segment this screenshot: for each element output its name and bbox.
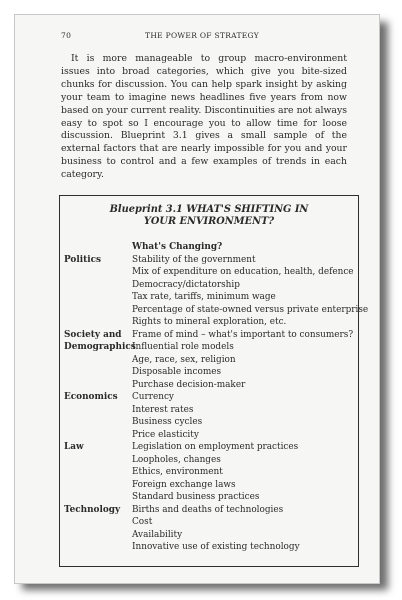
- table-row: [60, 366, 358, 379]
- running-title: THE POWER OF STRATEGY: [145, 31, 259, 40]
- list-item: Business cycles: [132, 417, 203, 427]
- list-item: Ethics, environment: [132, 467, 223, 477]
- list-item: Purchase decision-maker: [132, 379, 246, 390]
- list-item: Mix of expenditure on education, health, defence: [132, 267, 354, 277]
- table-row: [60, 441, 358, 454]
- table-row: [60, 541, 358, 554]
- table-row: [60, 266, 358, 279]
- list-item: Legislation on employment practices: [132, 442, 299, 452]
- table-row: [60, 429, 358, 442]
- list-item: Age, race, sex, religion: [132, 354, 236, 365]
- blueprint-title: [60, 204, 358, 228]
- table-row: [60, 491, 358, 504]
- list-item: Standard business practices: [132, 492, 260, 502]
- list-item: Innovative use of existing technology: [132, 542, 300, 552]
- table-row: [60, 529, 358, 542]
- table-row: [60, 341, 358, 354]
- column-header-row: [60, 241, 358, 254]
- table-row: [60, 479, 358, 492]
- intro-paragraph: It is more manageable to group macro-environment issues into broad categories, which give you bite-sized chunks for discussion. You can help spark insight by asking your team to imagine news headlines five years from now based on your current reality. Discontinuities are not always easy to spot so I encourage you to allow time for loose discussion. Blueprint 3.1 gives a small sample of the external factors that are nearly impossible for you and your business to control and a few examples of trends in each category.: [61, 53, 347, 181]
- list-item: Availability: [132, 529, 183, 540]
- list-item: Disposable incomes: [132, 367, 222, 377]
- list-item: Percentage of state-owned versus private enterprise: [132, 304, 369, 315]
- table-row: [60, 391, 358, 404]
- category-society: Society and: [64, 329, 122, 340]
- list-item: Births and deaths of technologies: [132, 504, 284, 515]
- category-economics: Economics: [64, 392, 118, 402]
- table-row: [60, 404, 358, 417]
- list-item: Foreign exchange laws: [132, 479, 236, 490]
- book-page: [14, 14, 380, 584]
- table-row: [60, 254, 358, 267]
- category-demographics: Demographics: [64, 342, 136, 352]
- list-item: Democracy/dictatorship: [132, 279, 240, 290]
- table-row: [60, 329, 358, 342]
- table-row: [60, 354, 358, 367]
- table-row: [60, 291, 358, 304]
- category-technology: Technology: [64, 504, 121, 515]
- list-item: Cost: [132, 517, 153, 527]
- list-item: Rights to mineral exploration, etc.: [132, 317, 287, 327]
- table-row: [60, 279, 358, 292]
- category-law: Law: [64, 442, 84, 452]
- table-row: [60, 466, 358, 479]
- table-row: [60, 304, 369, 317]
- list-item: Influential role models: [132, 342, 234, 352]
- category-politics: Politics: [64, 254, 101, 265]
- table-row: [60, 379, 358, 392]
- list-item: Tax rate, tariffs, minimum wage: [132, 292, 276, 302]
- list-item: Price elasticity: [132, 429, 199, 440]
- table-row: [60, 516, 358, 529]
- table-row: [60, 454, 358, 467]
- list-item: Stability of the government: [132, 254, 256, 265]
- page-number: 70: [61, 31, 72, 40]
- list-item: Interest rates: [132, 404, 194, 415]
- column-header: What's Changing?: [132, 242, 223, 252]
- blueprint-title-line1: Blueprint 3.1 WHAT'S SHIFTING IN: [109, 204, 309, 215]
- blueprint-box: [59, 195, 369, 567]
- list-item: Currency: [132, 392, 174, 402]
- list-item: Frame of mind – what's important to consumers?: [132, 329, 354, 340]
- running-header: [61, 31, 343, 43]
- blueprint-title-line2: YOUR ENVIRONMENT?: [143, 216, 275, 227]
- list-item: Loopholes, changes: [132, 454, 221, 465]
- table-row: [60, 416, 358, 429]
- table-row: [60, 316, 358, 329]
- table-row: [60, 504, 358, 517]
